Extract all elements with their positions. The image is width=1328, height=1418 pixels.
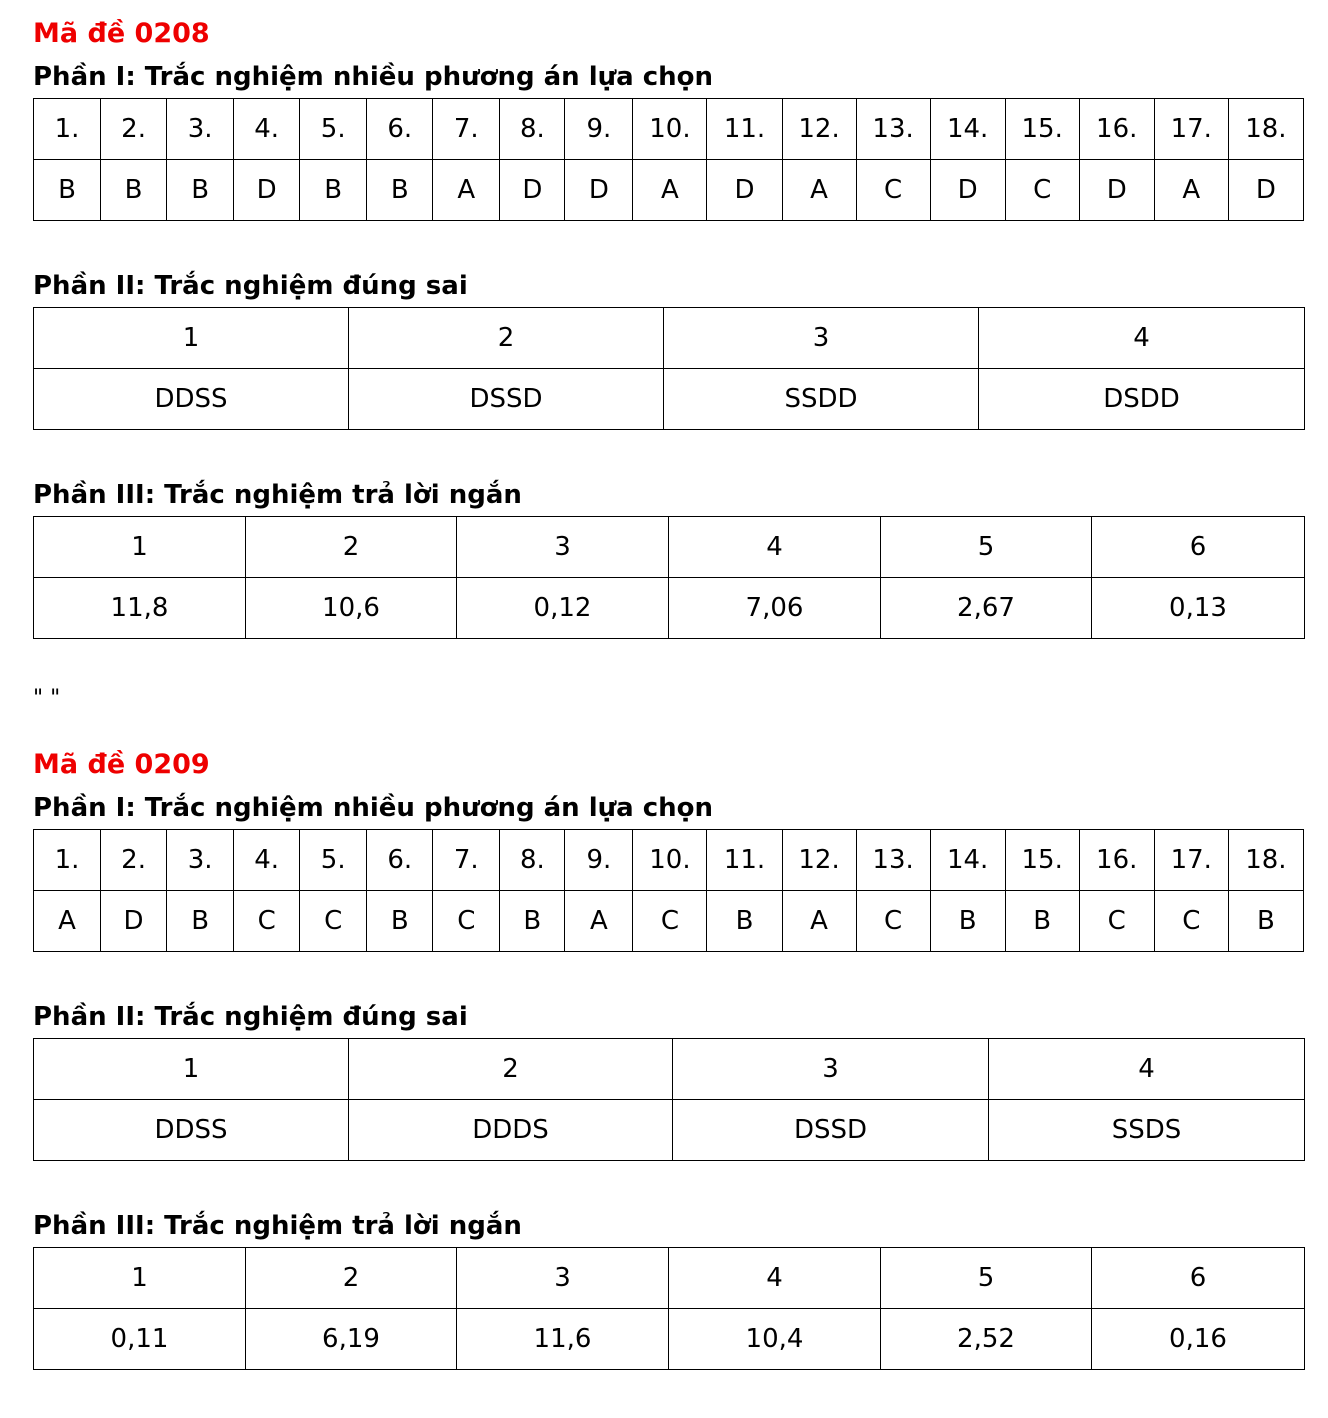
answer-cell: B <box>930 891 1005 952</box>
answer-cell: D <box>500 160 565 221</box>
answer-cell: B <box>300 160 367 221</box>
part1-block <box>33 791 713 825</box>
question-number-cell: 15. <box>1005 830 1079 891</box>
answer-cell: C <box>856 160 930 221</box>
question-number-cell: 1 <box>34 1248 246 1309</box>
answer-cell: A <box>782 891 856 952</box>
question-number-cell: 7. <box>433 830 500 891</box>
part1-table <box>33 829 1304 952</box>
question-number-cell: 13. <box>856 830 930 891</box>
part2-table <box>33 307 1305 430</box>
question-number-cell: 4. <box>234 830 300 891</box>
answer-cell: 2,67 <box>881 578 1092 639</box>
question-number-cell: 2 <box>246 517 457 578</box>
question-number-cell: 14. <box>930 830 1005 891</box>
answer-cell: C <box>1005 160 1079 221</box>
answer-cell: 11,8 <box>34 578 246 639</box>
answer-cell: B <box>707 891 782 952</box>
answer-cell: C <box>234 891 300 952</box>
answer-cell: C <box>633 891 707 952</box>
part2-table <box>33 1038 1305 1161</box>
answer-cell: 2,52 <box>881 1309 1092 1370</box>
question-number-cell: 5 <box>881 1248 1092 1309</box>
part1-answer-row <box>34 891 1304 952</box>
question-number-cell: 2. <box>101 99 167 160</box>
part1-table-wrap <box>33 829 1304 952</box>
answer-cell: A <box>34 891 101 952</box>
question-number-cell: 1. <box>34 830 101 891</box>
question-number-cell: 12. <box>782 99 856 160</box>
answer-cell: 0,16 <box>1092 1309 1305 1370</box>
answer-cell: DDDS <box>349 1100 673 1161</box>
answer-cell: SSDS <box>989 1100 1305 1161</box>
answer-cell: A <box>633 160 707 221</box>
answer-cell: D <box>565 160 633 221</box>
part3-title: Phần III: Trắc nghiệm trả lời ngắn <box>33 480 522 510</box>
answer-cell: DDSS <box>34 1100 349 1161</box>
exam-code-title: Mã đề 0208 <box>33 18 210 49</box>
answer-cell: DSSD <box>673 1100 989 1161</box>
answer-cell: 10,6 <box>246 578 457 639</box>
answer-cell: D <box>707 160 782 221</box>
answer-cell: D <box>1228 160 1303 221</box>
answer-cell: A <box>1154 160 1228 221</box>
answer-cell: 0,11 <box>34 1309 246 1370</box>
part3-table <box>33 516 1305 639</box>
answer-cell: A <box>782 160 856 221</box>
part2-title: Phần II: Trắc nghiệm đúng sai <box>33 271 468 301</box>
question-number-cell: 13. <box>856 99 930 160</box>
answer-cell: B <box>167 160 234 221</box>
part1-title: Phần I: Trắc nghiệm nhiều phương án lựa chọn <box>33 62 714 92</box>
question-number-cell: 4 <box>989 1039 1305 1100</box>
answer-cell: C <box>433 891 500 952</box>
answer-cell: B <box>367 891 433 952</box>
question-number-cell: 3. <box>167 99 234 160</box>
question-number-cell: 16. <box>1079 99 1154 160</box>
question-number-cell: 11. <box>707 99 782 160</box>
answer-cell: 0,13 <box>1092 578 1305 639</box>
part1-block <box>33 60 713 94</box>
question-number-cell: 4 <box>979 308 1305 369</box>
answer-cell: B <box>1228 891 1303 952</box>
answer-cell: D <box>930 160 1005 221</box>
question-number-cell: 14. <box>930 99 1005 160</box>
separator-text: " " <box>33 686 61 711</box>
question-number-cell: 2 <box>349 308 664 369</box>
answer-cell: SSDD <box>664 369 979 430</box>
part2-number-row <box>34 308 1305 369</box>
part1-number-row <box>34 830 1304 891</box>
question-number-cell: 1 <box>34 517 246 578</box>
question-number-cell: 2 <box>349 1039 673 1100</box>
question-number-cell: 9. <box>565 99 633 160</box>
part3-answer-row <box>34 578 1305 639</box>
question-number-cell: 3 <box>673 1039 989 1100</box>
part3-title: Phần III: Trắc nghiệm trả lời ngắn <box>33 1211 522 1241</box>
question-number-cell: 3 <box>457 1248 669 1309</box>
part1-title: Phần I: Trắc nghiệm nhiều phương án lựa chọn <box>33 793 714 823</box>
answer-cell: 0,12 <box>457 578 669 639</box>
part2-answer-row <box>34 369 1305 430</box>
part3-number-row <box>34 1248 1305 1309</box>
answer-cell: 10,4 <box>669 1309 881 1370</box>
part2-block <box>33 269 468 303</box>
question-number-cell: 6 <box>1092 517 1305 578</box>
part1-number-row <box>34 99 1304 160</box>
answer-cell: C <box>1154 891 1228 952</box>
question-number-cell: 6 <box>1092 1248 1305 1309</box>
question-number-cell: 1. <box>34 99 101 160</box>
question-number-cell: 8. <box>500 99 565 160</box>
question-number-cell: 9. <box>565 830 633 891</box>
answer-cell: DDSS <box>34 369 349 430</box>
answer-cell: C <box>1079 891 1154 952</box>
answer-cell: 7,06 <box>669 578 881 639</box>
question-number-cell: 7. <box>433 99 500 160</box>
answer-cell: C <box>856 891 930 952</box>
answer-cell: B <box>101 160 167 221</box>
answer-cell: A <box>565 891 633 952</box>
question-number-cell: 5. <box>300 99 367 160</box>
question-number-cell: 5. <box>300 830 367 891</box>
part3-block <box>33 478 522 512</box>
question-number-cell: 5 <box>881 517 1092 578</box>
answer-cell: B <box>367 160 433 221</box>
part2-table-wrap <box>33 307 1305 430</box>
part2-answer-row <box>34 1100 1305 1161</box>
part2-title: Phần II: Trắc nghiệm đúng sai <box>33 1002 468 1032</box>
part2-number-row <box>34 1039 1305 1100</box>
answer-cell: D <box>1079 160 1154 221</box>
question-number-cell: 11. <box>707 830 782 891</box>
question-number-cell: 4 <box>669 517 881 578</box>
answer-cell: DSDD <box>979 369 1305 430</box>
part3-table-wrap <box>33 1247 1305 1370</box>
part3-block <box>33 1209 522 1243</box>
question-number-cell: 1 <box>34 308 349 369</box>
answer-cell: 11,6 <box>457 1309 669 1370</box>
answer-cell: C <box>300 891 367 952</box>
question-number-cell: 10. <box>633 99 707 160</box>
question-number-cell: 4. <box>234 99 300 160</box>
part2-block <box>33 1000 468 1034</box>
exam-code-title: Mã đề 0209 <box>33 749 210 780</box>
answer-cell: A <box>433 160 500 221</box>
part1-table-wrap <box>33 98 1304 221</box>
question-number-cell: 3. <box>167 830 234 891</box>
question-number-cell: 2. <box>101 830 167 891</box>
answer-cell: B <box>500 891 565 952</box>
exam-block-0209 <box>33 748 210 782</box>
answer-cell: B <box>34 160 101 221</box>
part3-table <box>33 1247 1305 1370</box>
part3-number-row <box>34 517 1305 578</box>
answer-cell: 6,19 <box>246 1309 457 1370</box>
question-number-cell: 8. <box>500 830 565 891</box>
question-number-cell: 17. <box>1154 830 1228 891</box>
exam-block-0208 <box>33 17 210 51</box>
answer-cell: B <box>1005 891 1079 952</box>
answer-cell: D <box>101 891 167 952</box>
part2-table-wrap <box>33 1038 1305 1161</box>
question-number-cell: 16. <box>1079 830 1154 891</box>
question-number-cell: 3 <box>457 517 669 578</box>
answer-cell: DSSD <box>349 369 664 430</box>
answer-cell: B <box>167 891 234 952</box>
question-number-cell: 4 <box>669 1248 881 1309</box>
question-number-cell: 17. <box>1154 99 1228 160</box>
question-number-cell: 1 <box>34 1039 349 1100</box>
question-number-cell: 18. <box>1228 830 1303 891</box>
part3-answer-row <box>34 1309 1305 1370</box>
question-number-cell: 12. <box>782 830 856 891</box>
question-number-cell: 10. <box>633 830 707 891</box>
question-number-cell: 6. <box>367 99 433 160</box>
question-number-cell: 3 <box>664 308 979 369</box>
part1-answer-row <box>34 160 1304 221</box>
question-number-cell: 2 <box>246 1248 457 1309</box>
part3-table-wrap <box>33 516 1305 639</box>
question-number-cell: 18. <box>1228 99 1303 160</box>
question-number-cell: 6. <box>367 830 433 891</box>
question-number-cell: 15. <box>1005 99 1079 160</box>
part1-table <box>33 98 1304 221</box>
answer-cell: D <box>234 160 300 221</box>
